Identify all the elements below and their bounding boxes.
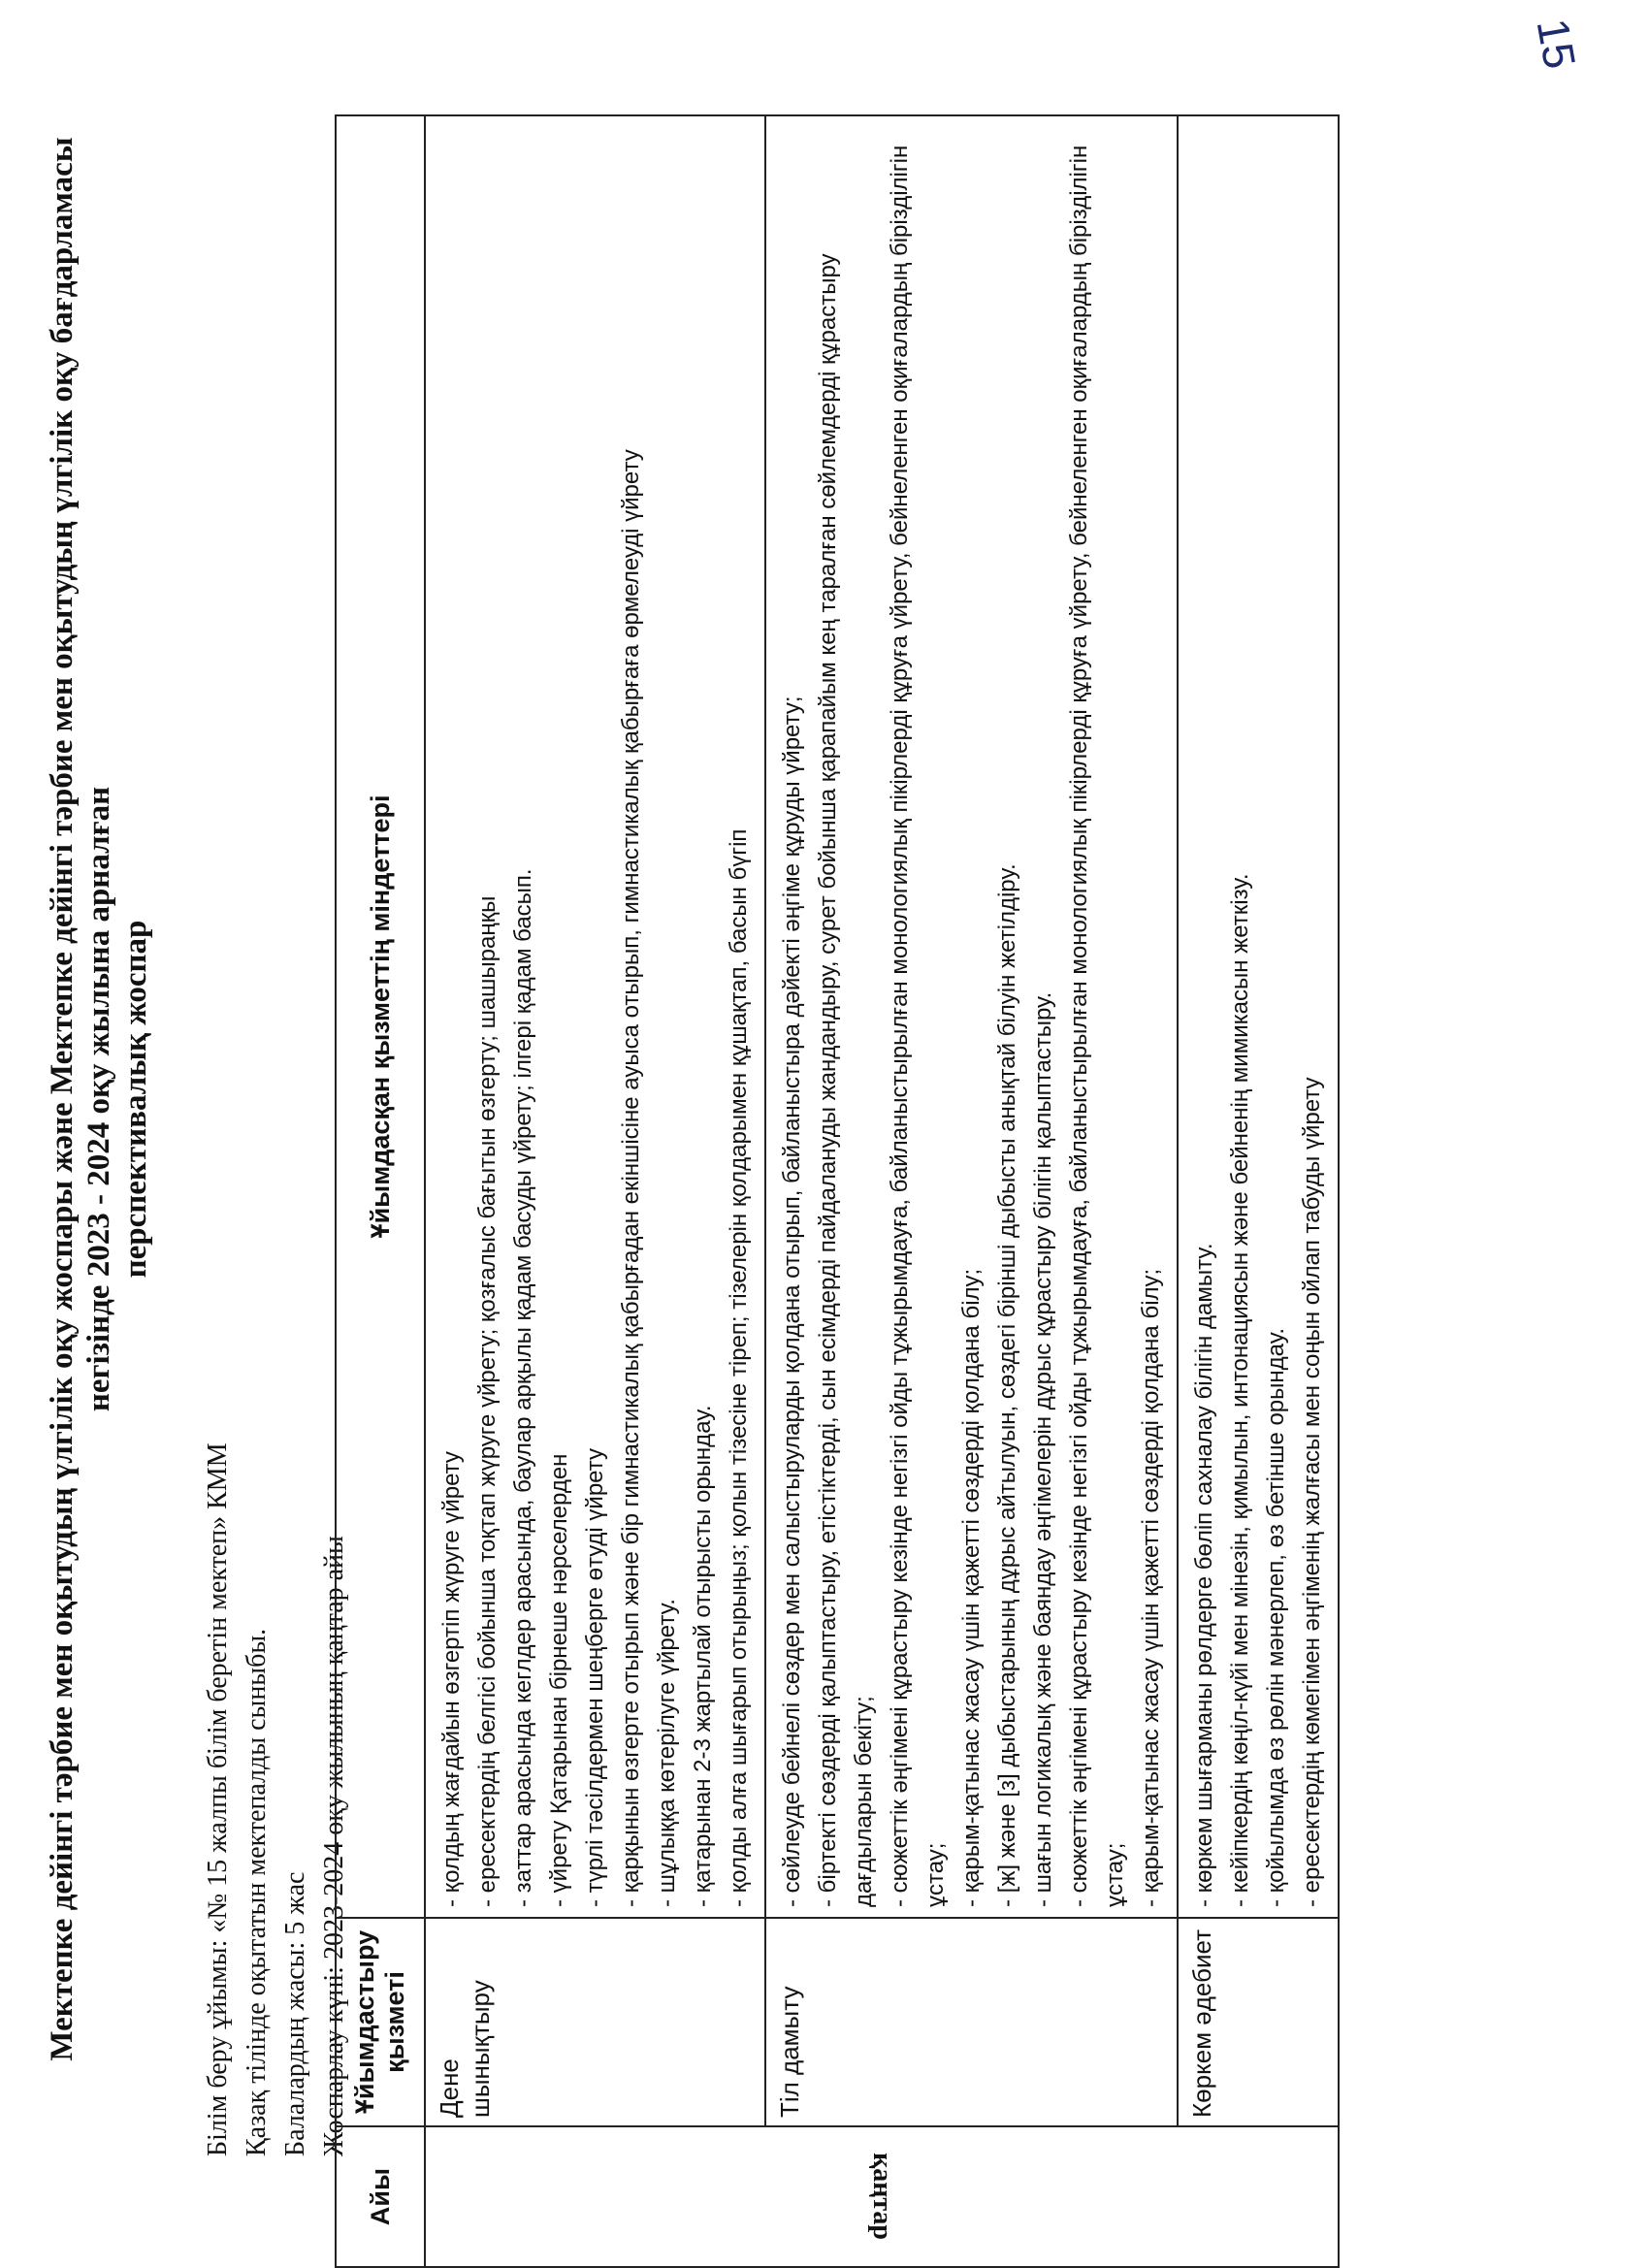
task-item: - сюжеттік әңгімені құрастыру кезінде негізгі ойды тұжырымдауға, байланыстырылған монологиялық пікірлерді құруға үйрету, бейнеленген оқиғалардың бірізділігін ұстау; [1066,145,1128,1907]
task-item: - қарым-қатынас жасау үшін қажетті сөздерді қолдана білу; [1138,1268,1164,1907]
table-row [425,115,765,2267]
table-row [1178,115,1339,2267]
task-item: - шағын логикалық және баяндау әңгімелерін дұрыс құрастыру білігін қалыптастыру. [1030,991,1056,1907]
task-item: - [ж] және [з] дыбыстарының дұрыс айтылуын, сөздегі бірінші дыбысты анықтай білуін жетілдіру. [994,863,1020,1907]
task-item: - ересектердің көмегімен әңгіменің жалғасы мен соңын ойлап табуды үйрету [1299,1077,1325,1907]
task-item: - түрлі тәсілдермен шеңберге өтуді үйрету [582,1448,608,1907]
title-line-3: перспективалық жоспар [118,920,153,1279]
table-row [765,115,1178,2267]
month-label: қаңтар [867,2153,897,2241]
task-item: - қарым-қатынас жасау үшін қажетті сөздерді қолдана білу; [958,1268,985,1907]
table-header-row [336,115,425,2267]
document-meta [199,61,354,2156]
document-content [44,61,354,2215]
activity-cell: Көркем әдебиет [1178,1918,1339,2126]
task-item: - сөйлеуде бейнелі сөздер мен салыстыруларды қолдана отырып, байланыстыра дәйекті әңгіме құруды үйрету; [779,696,805,1907]
task-item: - қолды алға шығарып отырыңыз; қолын тізесіне тіреп; тізелерін қолдарымен құшақтап, басын бүгіп [726,828,752,1907]
task-item: - біртекті сөздерді қалыптастыру, етістіктерді, сын есімдерді пайдалануды жандандыру, сурет бойынша қарапайым кең таралған сөйлемдерді құрастыру дағдыларын бекіту; [815,253,877,1907]
task-item: - қатарынан 2-3 жартылай отырысты орындау. [690,1405,716,1907]
plan-table [335,114,1340,2268]
page-number: 15 [1527,15,1586,73]
task-item: - сюжеттік әңгімені құрастыру кезінде негізгі ойды тұжырымдауға, байланыстырылған монологиялық пікірлерді құруға үйрету, бейнеленген оқиғалардың бірізділігін ұстау; [887,145,949,1907]
month-cell [425,2126,1339,2267]
task-item: - кейіпкердің көңіл-күйі мен мінезін, қимылын, интонациясын және бейненің мимикасын жеткізу. [1227,873,1253,1907]
task-item: - ересектердің белгісі бойынша тоқтап жүруге үйрету; қозғалыс бағытын өзгерту; шашыраңқы [474,895,501,1907]
tasks-cell [425,115,765,1918]
task-item: - шұлыққа көтерілуге үйрету. [654,1599,680,1907]
task-item: - үйрету Қатарынан бірнеше нәрселерден [546,1453,572,1907]
title-line-2: негізінде 2023 - 2024 оқу жылына арналған [81,786,116,1412]
task-item: - көркем шығарманы рөлдерге бөліп сахналау білігін дамыту. [1191,1243,1217,1907]
task-item: - қолдың жағдайын өзгертіп жүруге үйрету [438,1451,465,1907]
activity-cell: Дене шынықтыру [425,1918,765,2126]
meta-plan-date: Жоспарлау күні: 2023-2024 оқу жылының қаңтар айы [319,1536,349,2156]
tasks-cell [765,115,1178,1918]
meta-class: Қазақ тілінде оқытатын мектепалды сыныбы. [242,1628,272,2156]
task-item: - қойылымда өз рөлін мәнерлеп, өз бетінше орындау. [1263,1327,1289,1907]
meta-organization: Білім беру ұйымы: «№ 15 жалпы білім беретін мектеп» КММ [203,1442,233,2156]
header-month: Айы [336,2126,425,2267]
document-title [44,61,154,2137]
meta-age: Балалардың жасы: 5 жас [280,1871,310,2156]
tasks-cell [1178,115,1339,1918]
activity-cell: Тіл дамыту [765,1918,1178,2126]
title-line-1: Мектепке дейінгі тәрбие мен оқытудың үлгілік оқу жоспары және Мектепке дейінгі тәрбие мен оқытудың үлгілік оқу бағдарламасы [45,137,80,2061]
task-item: - қарқынын өзгерте отырып және бір гимнастикалық қабырғадан екіншісіне ауыса отырып, гимнастикалық қабырғаға өрмелеуді үйрету [618,449,644,1907]
task-item: - заттар арасында кеглдер арасында, баулар арқылы қадам басуды үйрету; ілгері қадам басып. [510,868,536,1907]
header-activity: Ұйымдастыру қызметі [336,1918,425,2126]
header-tasks: Ұйымдасқан қызметтің міндеттері [336,115,425,1918]
